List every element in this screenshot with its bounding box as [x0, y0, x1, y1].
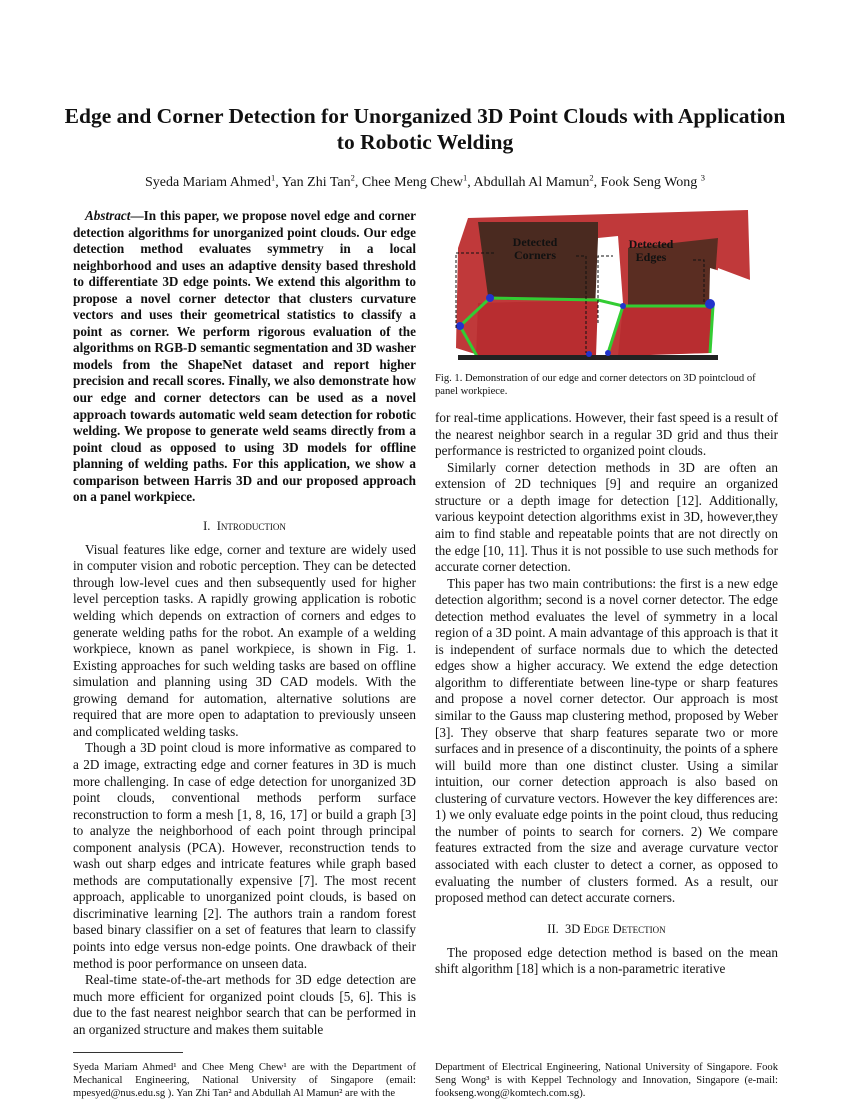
figure-1-pointcloud [448, 208, 764, 360]
figure-caption: Fig. 1. Demonstration of our edge and corner detectors on 3D pointcloud of panel workpiece. [435, 373, 756, 397]
author-list [60, 174, 790, 192]
label-detected-edges: Detected Edges [628, 237, 674, 264]
paragraph: Visual features like edge, corner and texture are widely used in computer vision and robotic perception. They can be detected through low-level cues and then subsequently used for higher level perception tasks. A rapidly growing application is robotic welding which depends on extraction of corners and edges to generate welding paths for the robot. An example of a welding workpiece, known as panel workpiece, is shown in Fig. 1. Existing approaches for such welding tasks are based on offline simulation and planning using 3D CAD models. With the growing demand for automation, alternative solutions are required that are more open to adaptation to previously unseen and complicated welding tasks. [73, 541, 416, 739]
author: Syeda Mariam Ahmed$^1$, [145, 172, 282, 190]
abstract-label: Abstract [85, 208, 131, 223]
paragraph: for real-time applications. However, their fast speed is a result of the nearest neighbor search in a regular 3D grid and thus their performance is restricted to organized point clouds. [435, 410, 778, 459]
paper-title: Edge and Corner Detection for Unorganized 3D Point Clouds with Application to Robotic Welding [64, 104, 786, 154]
footnote-right: Department of Electrical Engineering, National University of Singapore. Fook Seng Wong³ is with Keppel Technology and Innovation, Singapore (e-mail: fookseng.wong@komtech.com.sg). [435, 1062, 778, 1100]
author: Abdullah Al Mamun$^2$, [473, 172, 601, 190]
footnote-area-left [73, 1038, 416, 1100]
section-heading-edge-detection: II. 3D Edge Detection [547, 921, 666, 936]
right-text [435, 410, 778, 978]
right-column [435, 208, 778, 1100]
footnote-left: Syeda Mariam Ahmed¹ and Chee Meng Chew¹ are with the Department of Mechanical Engineering, National University of Singapore (email: mpesyed@nus.edu.sg ). Yan Zhi Tan² and Abdullah Al Mamun² are with the [73, 1062, 416, 1100]
left-column [73, 208, 416, 1100]
footnote-area-right [435, 1038, 778, 1100]
pointcloud-image [448, 208, 764, 360]
author: Yan Zhi Tan$^2$, [281, 172, 362, 190]
paragraph: Real-time state-of-the-art methods for 3D edge detection are much more efficient for organized point clouds [5, 6]. This is due to the fast nearest neighbor search that can be performed in an organized structure and makes them suitable [73, 972, 416, 1037]
paragraph: Though a 3D point cloud is more informative as compared to a 2D image, extracting edge and corner features in 3D is much more challenging. In case of edge detection for unorganized 3D point clouds, conventional methods perform surface reconstruction to form a mesh [1, 8, 16, 17] or build a graph [3] to analyze the neighborhood of each point through principal component analysis (PCA). However, reconstruction tends to wash out sharp edges and intricate features while graph based methods are computationally expensive [7]. The most recent approach, applicable to unorganized point clouds, is based on discriminative learning [2]. The authors train a random forest based binary classifier on a set of features that learn to classify points into edge versus non-edge points. One drawback of their method is poor performance on unseen data. [73, 740, 416, 971]
paragraph: Similarly corner detection methods in 3D are often an extension of 2D techniques [9] and require an organized structure or a depth image for detection [12]. Additionally, various keypoint detection algorithms exist in 3D, however,they aim to find stable and repeatable points that are not directly on the edge [10, 11]. Thus it is not possible to use such methods for accurate corner detection. [435, 459, 778, 575]
author: Chee Meng Chew$^1$, [361, 172, 474, 190]
author: Fook Seng Wong $^3$ [600, 172, 705, 190]
abstract: Abstract—In this paper, we propose novel edge and corner detection algorithms for unorganized point clouds. Our edge detection method evaluates symmetry in a local neighborhood and uses an adaptive density based threshold to differentiate 3D edge points. We extend this algorithm to propose a novel corner detector that clusters curvature vectors and uses their geometrical statistics to classify a point as corner. We perform rigorous evaluation of the algorithms on RGB-D semantic segmentation and 3D washer models from the ShapeNet dataset and report higher precision and recall scores. Finally, we also demonstrate how our edge and corner detectors can be used as a novel approach towards automatic weld seam detection for robotic welding. We propose to generate weld seams directly from a point cloud as opposed to using 3D models for offline planning of welding paths. For this application, we show a comparison between Harris 3D and our proposed approach on a panel workpiece. [73, 208, 416, 505]
two-column-body [73, 208, 778, 1100]
label-detected-corners: Detected Corners [512, 235, 558, 262]
footnote-rule [73, 1052, 183, 1053]
section-heading-introduction: I. Introduction [203, 518, 286, 533]
paragraph: The proposed edge detection method is based on the mean shift algorithm [18] which is a non-parametric iterative [435, 944, 778, 977]
paragraph: This paper has two main contributions: the first is a new edge detection algorithm; second is a novel corner detector. The edge detection method evaluates the level of symmetry in a local region of a 3D point. A main advantage of this approach is that it is independent of surface normals due to which the detected edges show a higher accuracy. We extend the edge detection algorithm to differentiate between line-type or sharp features and propose a novel corner detector. Our approach is most similar to the Gauss map clustering method, proposed by Weber [3]. They observe that sharp features separate two or more surfaces and in presence of a discontinuity, the points of a sphere will build more than one distinct cluster. Using a similar intuition, our corner detection approach is also based on clustering of curvature vectors. However the key differences are: 1) we only evaluate edge points in the point cloud, thus reducing the number of points to search for corners. 2) We compare features extracted from the size and average curvature vector associated with each cluster to detect a corner, as opposed to evaluating the number of clusters formed. As a result, our proposed method can detect accurate corners. [435, 575, 778, 906]
